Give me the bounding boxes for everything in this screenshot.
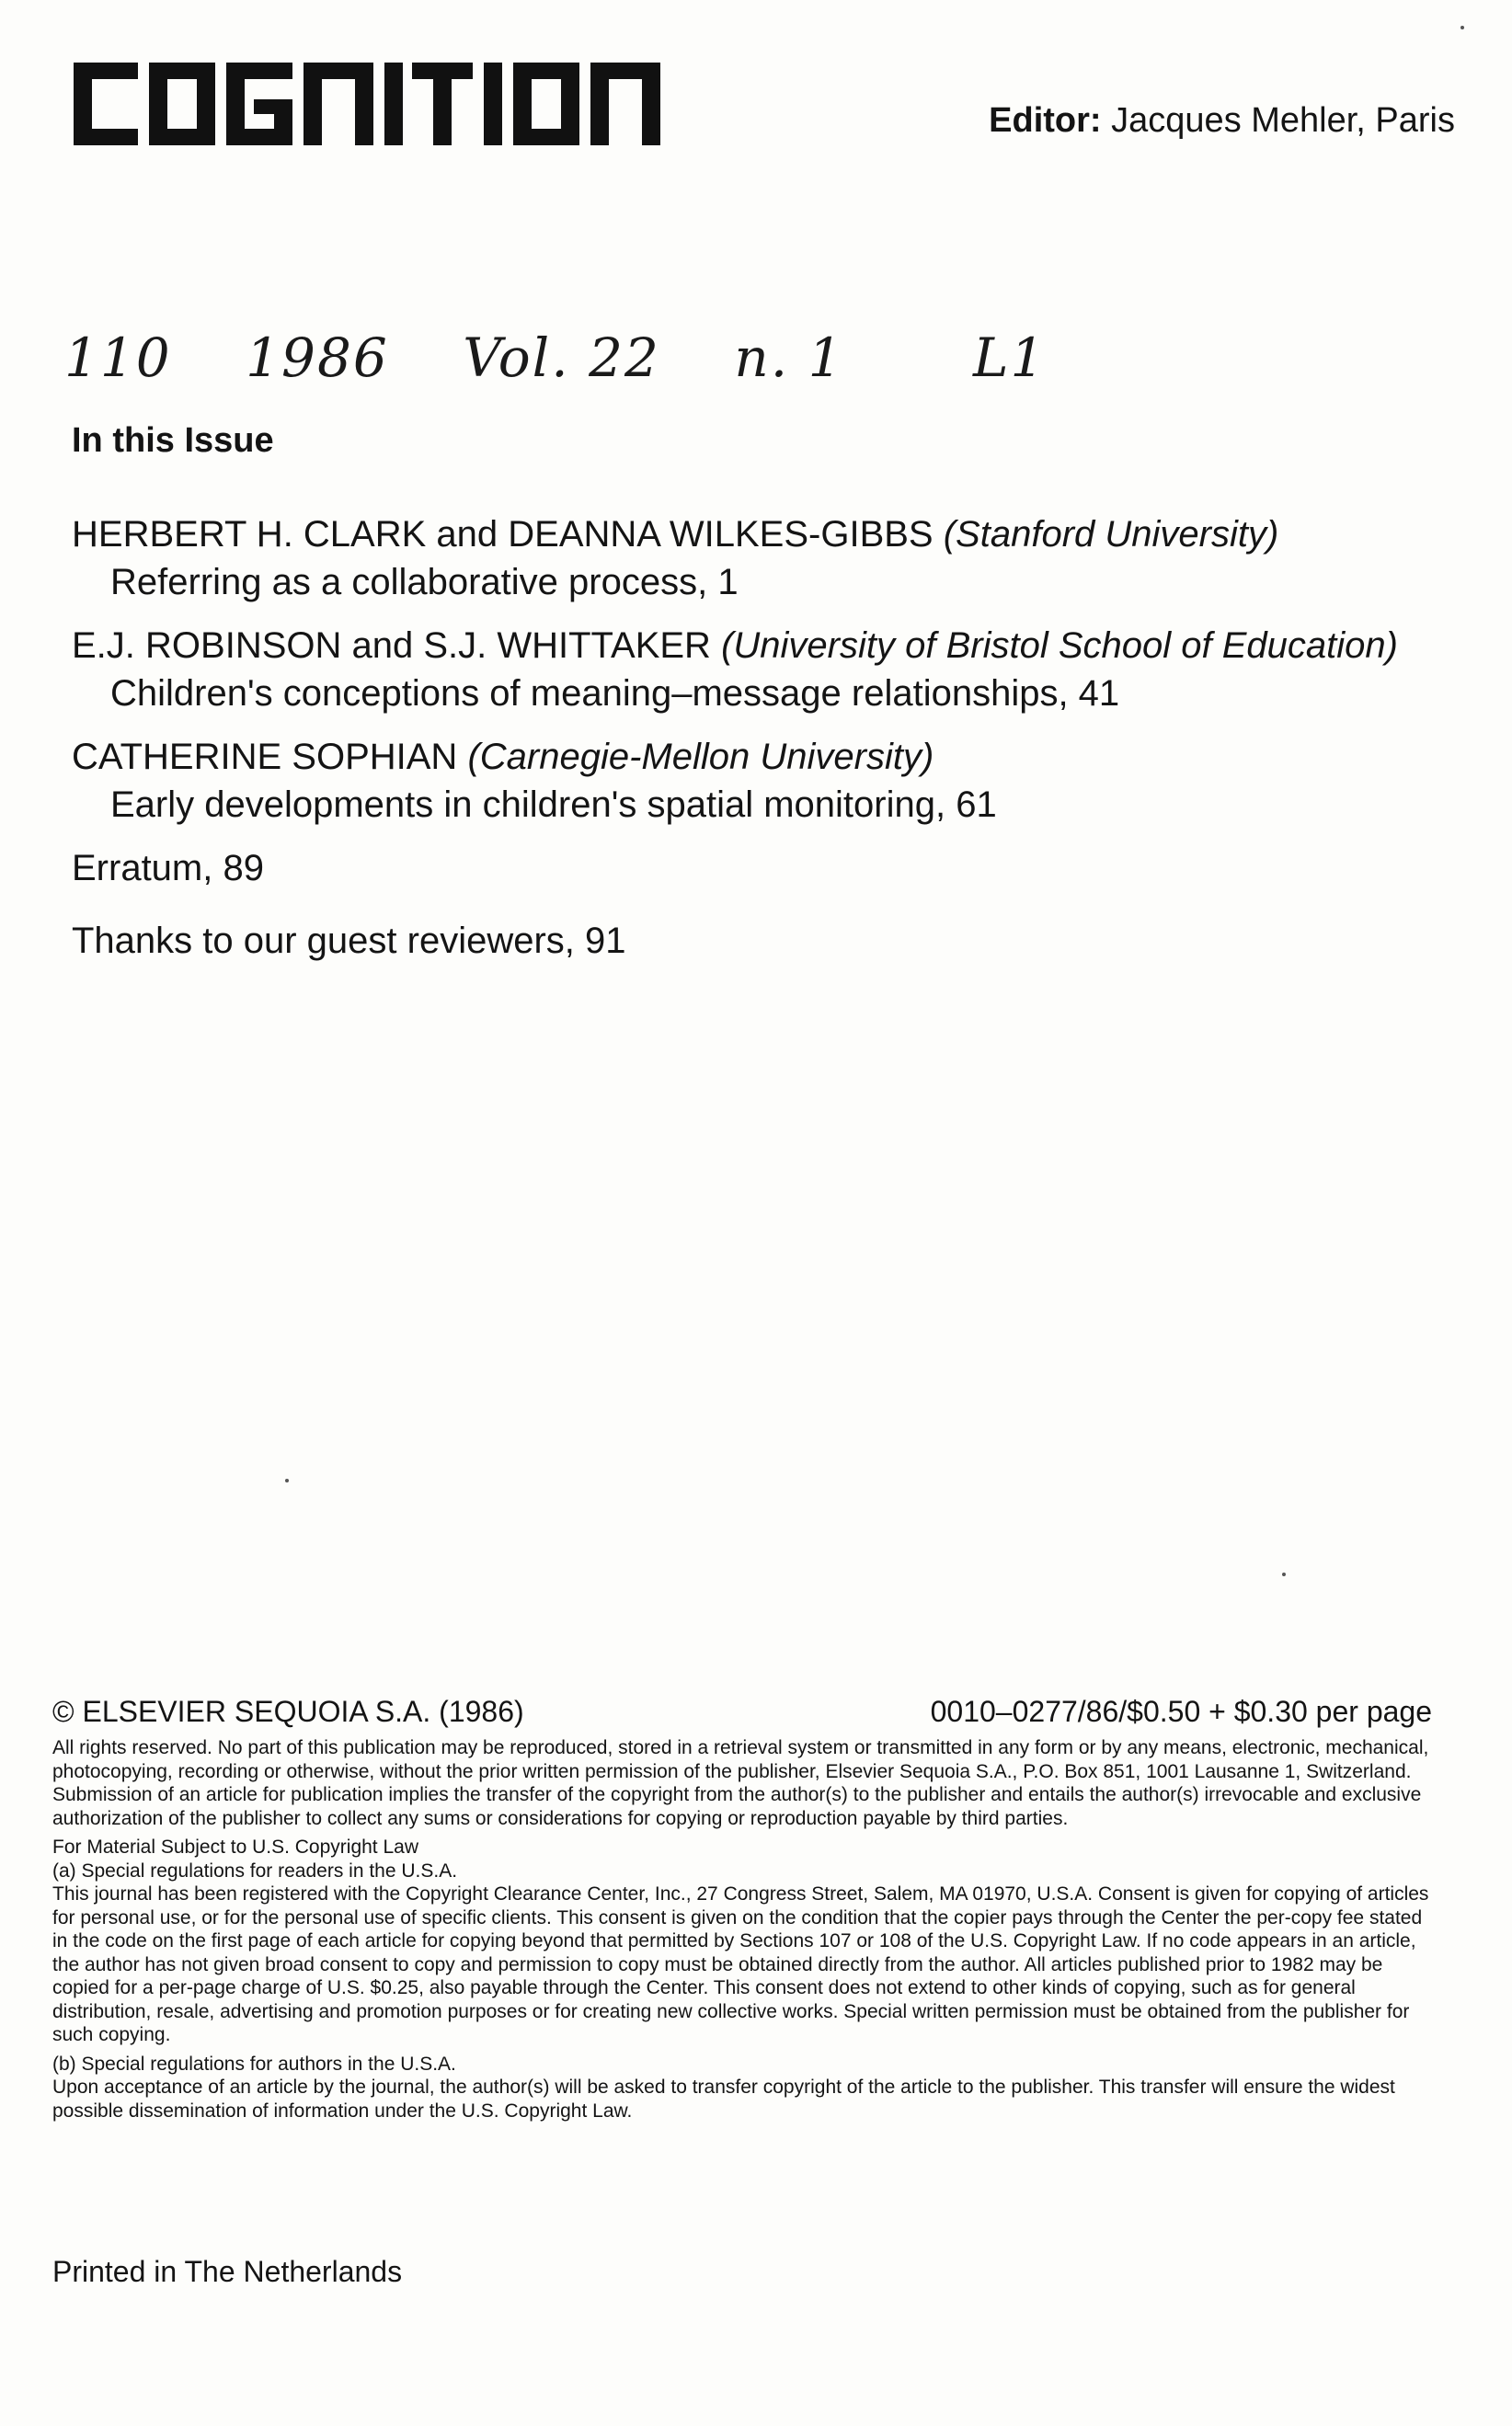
handwritten-volume: Vol. 22	[463, 326, 660, 389]
editor-line	[989, 101, 1455, 141]
scan-speck	[1460, 26, 1464, 29]
entry-title: Referring as a collaborative process, 1	[110, 562, 739, 602]
price-code: 0010–0277/86/$0.50 + $0.30 per page	[930, 1695, 1432, 1728]
copyright-row	[52, 1695, 1432, 1729]
entry-authors-line	[72, 622, 1479, 669]
erratum-entry: Erratum, 89	[72, 848, 264, 888]
regulation-b-text: Upon acceptance of an article by the journal, the author(s) will be asked to transfer copyright of the article to the publisher. This transfer will ensure the widest possible dissemination of information under the U.S. Copyright Law.	[52, 2077, 1395, 2122]
handwritten-note	[64, 326, 1168, 389]
copyright-footer	[52, 1695, 1432, 2123]
regulation-a-label: (a) Special regulations for readers in the U.S.A.	[52, 1860, 458, 1882]
entry-authors-line	[72, 510, 1479, 558]
entry-authors: HERBERT H. CLARK and DEANNA WILKES-GIBBS	[72, 514, 934, 555]
handwritten-issue: n. 1	[734, 326, 844, 389]
submission-paragraph: Submission of an article for publication implies the transfer of the copyright from the author(s) to the publisher and entails the author(s) irrevocable and exclusive authorization of the publisher to collect any sums or considerations for copying or reproduction payable by third parties.	[52, 1784, 1422, 1829]
editor-name: Jacques Mehler, Paris	[1111, 101, 1455, 140]
copyright-notice: © ELSEVIER SEQUOIA S.A. (1986)	[52, 1695, 524, 1728]
journal-logo	[74, 63, 662, 145]
issue-heading: In this Issue	[72, 421, 274, 460]
entry-title: Children's conceptions of meaning–message relationships, 41	[110, 673, 1120, 714]
handwritten-code: L1	[972, 326, 1047, 389]
contents-entry	[72, 622, 1479, 717]
scan-speck	[1282, 1573, 1286, 1576]
contents-entry	[72, 733, 1479, 829]
entry-authors-line	[72, 733, 1479, 781]
entry-title: Early developments in children's spatial monitoring, 61	[110, 784, 997, 825]
entry-authors: CATHERINE SOPHIAN	[72, 737, 458, 777]
cognition-logo-graphic	[74, 63, 662, 145]
us-copyright-heading: For Material Subject to U.S. Copyright Law	[52, 1837, 418, 1858]
contents-entry	[72, 510, 1479, 606]
entry-affiliation: (Stanford University)	[943, 514, 1279, 555]
entry-affiliation: (University of Bristol School of Education)	[721, 625, 1398, 666]
handwritten-number: 110	[64, 326, 172, 389]
scan-speck	[285, 1479, 289, 1482]
regulation-a-text: This journal has been registered with the Copyright Clearance Center, Inc., 27 Congress Street, Salem, MA 01970, U.S.A. Consent is given for copying of articles for personal use, or for the personal use of specific clients. This consent is given on the condition that the copier pays through the Center the per-copy fee stated in the code on the first page of each article for copying beyond that permitted by Sections 107 or 108 of the U.S. Copyright Law. If no code appears in an article, the author has not given broad consent to copy and permission to copy must be obtained directly from the author. All articles published prior to 1982 may be copied for a per-page charge of U.S. $0.25, also payable through the Center. This consent does not extend to other kinds of copying, such as for general distribution, resale, advertising and promotion purposes or for creating new collective works. Special written permission must be obtained from the publisher for such copying.	[52, 1883, 1429, 2045]
table-of-contents	[72, 510, 1479, 990]
entry-authors: E.J. ROBINSON and S.J. WHITTAKER	[72, 625, 711, 666]
reviewers-entry: Thanks to our guest reviewers, 91	[72, 921, 626, 961]
editor-label: Editor:	[989, 101, 1102, 140]
printed-in: Printed in The Netherlands	[52, 2255, 403, 2288]
regulation-b-label: (b) Special regulations for authors in the U.S.A.	[52, 2053, 456, 2075]
handwritten-year: 1986	[246, 326, 389, 389]
rights-paragraph: All rights reserved. No part of this publication may be reproduced, stored in a retrieval system or transmitted in any form or by any means, electronic, mechanical, photocopying, recording or otherwise, without the prior written permission of the publisher, Elsevier Sequoia S.A., P.O. Box 851, 1001 Lausanne 1, Switzerland.	[52, 1737, 1429, 1782]
entry-affiliation: (Carnegie-Mellon University)	[467, 737, 934, 777]
